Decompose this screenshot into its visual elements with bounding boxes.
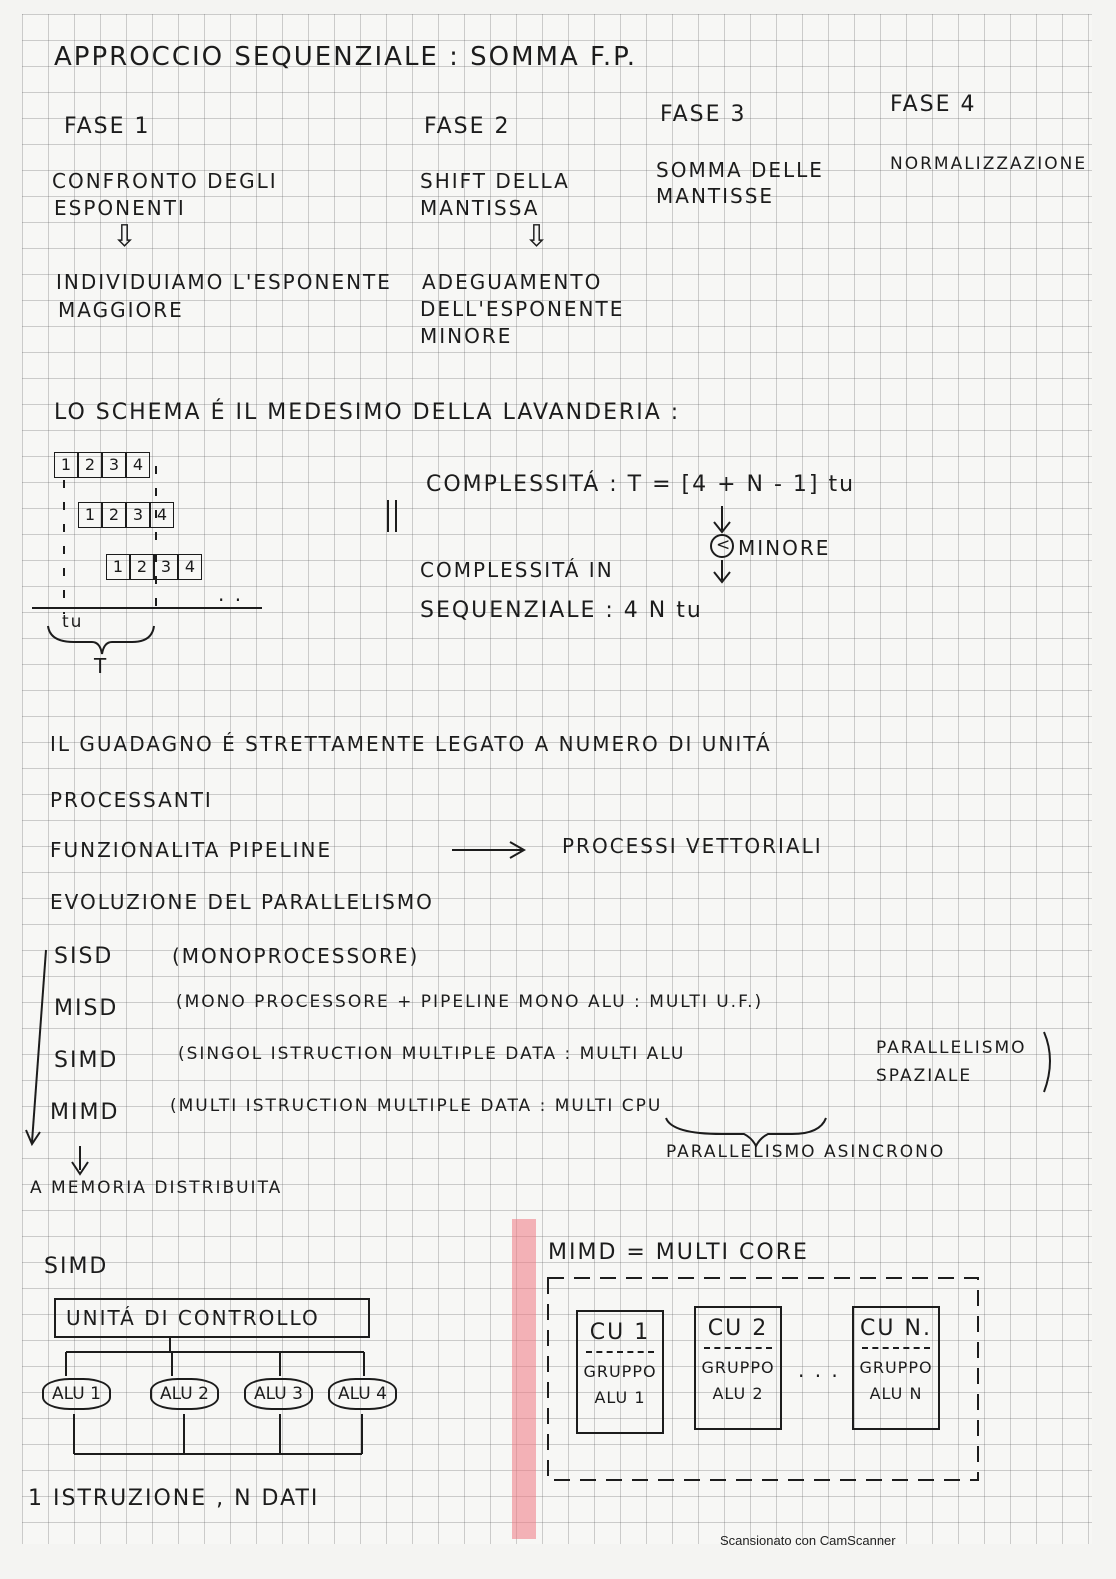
core-group-line1: GRUPPO <box>859 1358 933 1377</box>
pipeline-left: FUNZIONALITA PIPELINE <box>50 838 333 862</box>
phase-1-result-line1: INDIVIDUIAMO L'ESPONENTE <box>56 270 392 294</box>
pipeline-right: PROCESSI VETTORIALI <box>562 834 823 858</box>
pipeline-cell: 2 <box>102 502 126 528</box>
complexity-parallel: COMPLESSITÁ : T = [4 + N - 1] tu <box>426 472 856 497</box>
core-group-line1: GRUPPO <box>701 1358 775 1377</box>
phase-3-desc-line2: MANTISSE <box>656 184 775 208</box>
phase-4-desc: NORMALIZZAZIONE <box>890 154 1088 174</box>
misd-name: MISD <box>54 996 119 1021</box>
pipeline-cell: 3 <box>102 452 126 478</box>
core-cu-label: CU N. <box>860 1316 932 1341</box>
guadagno-line2: PROCESSANTI <box>50 788 213 812</box>
phase-1-desc-line1: CONFRONTO DEGLI <box>52 169 278 193</box>
mimd-extra: PARALLELISMO ASINCRONO <box>666 1142 946 1162</box>
core-group-line1: GRUPPO <box>583 1362 657 1381</box>
page-title: APPROCCIO SEQUENZIALE : SOMMA F.P. <box>54 42 637 72</box>
complexity-seq-line1: COMPLESSITÁ IN <box>420 558 614 582</box>
phase-2-result-line2: DELL'ESPONENTE <box>420 297 625 321</box>
phase-1-result-line2: MAGGIORE <box>58 298 184 322</box>
less-than-symbol: < <box>716 535 733 555</box>
phase-3-desc-line1: SOMMA DELLE <box>656 158 824 182</box>
core-divider <box>586 1351 654 1353</box>
guadagno-line1: IL GUADAGNO É STRETTAMENTE LEGATO A NUMERO DI UNITÁ <box>50 732 772 756</box>
core-ellipsis: . . . <box>798 1358 840 1382</box>
simd-extra-line2: SPAZIALE <box>876 1066 973 1086</box>
simd-extra-line1: PARALLELISMO <box>876 1038 1027 1058</box>
mimd-desc: (MULTI ISTRUCTION MULTIPLE DATA : MULTI CPU <box>170 1096 663 1116</box>
alu-node: ALU 2 <box>150 1378 219 1410</box>
core-group-line2: ALU 2 <box>712 1384 764 1403</box>
mimd-name: MIMD <box>50 1100 120 1125</box>
pipeline-cell: 4 <box>150 502 174 528</box>
phase-2-desc-line2: MANTISSA <box>420 196 540 220</box>
core-cu-label: CU 2 <box>707 1316 769 1341</box>
scanner-footer: Scansionato con CamScanner <box>720 1533 896 1548</box>
complexity-seq-line2: SEQUENZIALE : 4 N tu <box>420 598 703 623</box>
core-group-line2: ALU 1 <box>594 1388 646 1407</box>
phase-1-desc-line2: ESPONENTI <box>54 196 186 220</box>
down-arrow-icon: ⇩ <box>112 219 138 254</box>
tu-label: tu <box>62 612 84 632</box>
phase-1-label: FASE 1 <box>64 114 151 139</box>
core-box <box>576 1310 664 1434</box>
phase-2-label: FASE 2 <box>424 114 511 139</box>
T-label: T <box>94 654 109 678</box>
evoluzione-title: EVOLUZIONE DEL PARALLELISMO <box>50 890 434 914</box>
phase-2-desc-line1: SHIFT DELLA <box>420 169 570 193</box>
core-box <box>694 1306 782 1430</box>
core-group-line2: ALU N <box>869 1384 923 1403</box>
alu-node: ALU 1 <box>42 1378 111 1410</box>
misd-desc: (MONO PROCESSORE + PIPELINE MONO ALU : MULTI U.F.) <box>176 992 764 1012</box>
pipeline-cell: 4 <box>126 452 150 478</box>
phase-2-result-line1: ADEGUAMENTO <box>422 270 603 294</box>
pipeline-cell: 1 <box>78 502 102 528</box>
sisd-desc: (MONOPROCESSORE) <box>172 944 420 968</box>
simd-desc: (SINGOL ISTRUCTION MULTIPLE DATA : MULTI ALU <box>178 1044 686 1064</box>
simd-caption: 1 ISTRUZIONE , N DATI <box>28 1486 320 1511</box>
core-box <box>852 1306 940 1430</box>
pipeline-cell: 3 <box>126 502 150 528</box>
pipeline-cell: 1 <box>54 452 78 478</box>
pipeline-cell: 2 <box>130 554 154 580</box>
schema-title: LO SCHEMA É IL MEDESIMO DELLA LAVANDERIA : <box>54 400 681 425</box>
pipeline-cell: 2 <box>78 452 102 478</box>
pipeline-cell: 1 <box>106 554 130 580</box>
phase-3-label: FASE 3 <box>660 102 747 127</box>
control-unit-box <box>54 1298 370 1338</box>
alu-node: ALU 4 <box>328 1378 397 1410</box>
pipeline-cell: 3 <box>154 554 178 580</box>
complexity-minore: MINORE <box>738 536 831 560</box>
phase-4-label: FASE 4 <box>890 92 977 117</box>
simd-diagram-title: SIMD <box>44 1254 109 1279</box>
simd-name: SIMD <box>54 1048 119 1073</box>
core-divider <box>862 1347 930 1349</box>
core-cu-label: CU 1 <box>589 1320 651 1345</box>
core-divider <box>704 1347 772 1349</box>
memoria-distribuita: A MEMORIA DISTRIBUITA <box>30 1178 283 1198</box>
phase-2-result-line3: MINORE <box>420 324 513 348</box>
down-arrow-icon: ⇩ <box>524 219 550 254</box>
sisd-name: SISD <box>54 944 114 969</box>
mimd-diagram-title: MIMD = MULTI CORE <box>548 1240 809 1265</box>
alu-node: ALU 3 <box>244 1378 313 1410</box>
notebook-page <box>22 14 1092 1544</box>
pipeline-cell: 4 <box>178 554 202 580</box>
control-unit-label: UNITÁ DI CONTROLLO <box>66 1306 320 1330</box>
pipeline-dots: . . <box>218 582 244 606</box>
